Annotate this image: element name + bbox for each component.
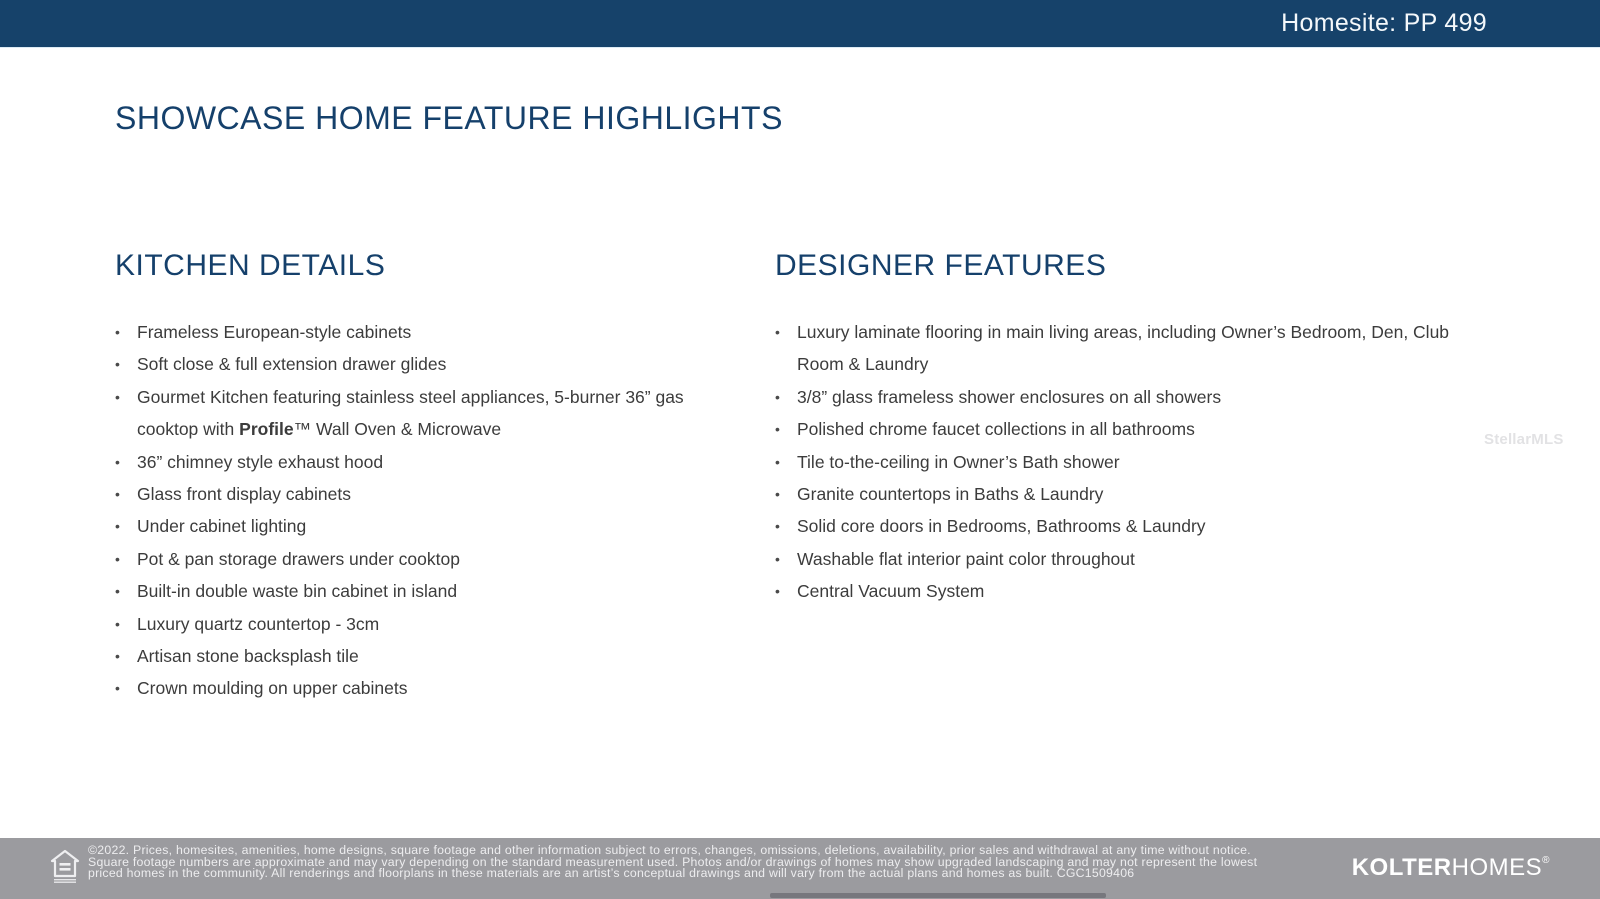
bullet-icon: • — [115, 648, 120, 665]
feature-list-item — [775, 446, 1475, 478]
feature-list-item — [115, 608, 745, 640]
bullet-icon: • — [115, 583, 120, 600]
bullet-icon: • — [775, 583, 780, 600]
disclaimer-line-2: Square footage numbers are approximate and may vary depending on the standard measurement used. Photos and/or drawings of homes may show upgraded landscaping and may not represent the lowest — [88, 854, 1258, 869]
feature-item-text: Polished chrome faucet collections in all bathrooms — [797, 419, 1195, 440]
top-header-bar — [0, 0, 1600, 48]
feature-list-item — [775, 510, 1475, 542]
bullet-icon: • — [115, 615, 120, 632]
feature-item-text: Crown moulding on upper cabinets — [137, 678, 408, 699]
registered-mark: ® — [1542, 855, 1550, 866]
feature-list-item — [115, 381, 745, 446]
feature-item-text: Granite countertops in Baths & Laundry — [797, 484, 1104, 505]
feature-item-text: Luxury quartz countertop - 3cm — [137, 613, 380, 634]
bullet-icon: • — [115, 680, 120, 697]
designer-features-column — [775, 249, 1475, 608]
feature-list-item — [115, 575, 745, 607]
feature-list-item — [775, 478, 1475, 510]
kolter-logo-light: HOMES — [1451, 854, 1543, 881]
feature-item-text: Solid core doors in Bedrooms, Bathrooms & Laundry — [797, 516, 1206, 537]
feature-list-item — [115, 446, 745, 478]
feature-item-text: Tile to-the-ceiling in Owner’s Bath shower — [797, 451, 1120, 472]
feature-list-item — [775, 543, 1475, 575]
designer-features-list — [775, 316, 1475, 608]
feature-list-item — [115, 316, 745, 348]
bullet-icon: • — [775, 486, 780, 503]
feature-list-item — [775, 316, 1475, 381]
footer-bar — [0, 838, 1600, 899]
bullet-icon: • — [115, 388, 120, 405]
feature-item-text: Washable flat interior paint color throughout — [797, 548, 1135, 569]
kitchen-details-column — [115, 249, 745, 705]
feature-item-text: 3/8” glass frameless shower enclosures on all showers — [797, 386, 1222, 407]
disclaimer-line-1: ©2022. Prices, homesites, amenities, home designs, square footage and other information subject to errors, changes, omissions, deletions, availability, prior sales and withdrawal at any time without notice. — [88, 843, 1251, 857]
feature-item-text: Artisan stone backsplash tile — [137, 646, 359, 667]
feature-item-text: Soft close & full extension drawer glides — [137, 354, 447, 375]
feature-list-item — [775, 381, 1475, 413]
bullet-icon: • — [115, 324, 120, 340]
bullet-icon: • — [775, 550, 780, 567]
feature-item-text: Frameless European-style cabinets — [137, 322, 412, 342]
kolter-homes-logo — [1352, 854, 1550, 882]
feature-item-text: Luxury laminate flooring in main living areas, including Owner’s Bedroom, Den, Club Room & Laundry — [797, 322, 1450, 375]
bullet-icon: • — [775, 421, 780, 438]
disclaimer-line-3: priced homes in the community. All renderings and floorplans in these materials are an artist’s conceptual drawings and will vary from the actual plans and homes as built. CGC1509406 — [88, 866, 1135, 881]
designer-features-heading: DESIGNER FEATURES — [775, 249, 1107, 282]
feature-item-text: Gourmet Kitchen featuring stainless steel appliances, 5-burner 36” gas cooktop with Profile™ Wall Oven & Microwave — [137, 386, 684, 440]
feature-list-item — [775, 413, 1475, 445]
equal-housing-opportunity-icon — [50, 849, 80, 885]
bullet-icon: • — [775, 518, 780, 535]
feature-item-text: Glass front display cabinets — [137, 484, 351, 505]
kolter-logo-bold: KOLTER — [1351, 854, 1452, 881]
stellar-mls-watermark: StellarMLS — [1484, 431, 1564, 448]
feature-list-item — [115, 348, 745, 380]
bullet-icon: • — [115, 550, 120, 567]
feature-item-text: 36” chimney style exhaust hood — [137, 451, 384, 472]
feature-item-text: Central Vacuum System — [797, 581, 985, 602]
feature-list-item — [775, 575, 1475, 607]
bullet-icon: • — [115, 453, 120, 470]
kitchen-details-heading: KITCHEN DETAILS — [115, 249, 386, 282]
feature-item-text: Pot & pan storage drawers under cooktop — [137, 548, 460, 569]
bullet-icon: • — [775, 388, 780, 405]
feature-list-item — [115, 640, 745, 672]
bullet-icon: • — [115, 518, 120, 535]
feature-item-text: Built-in double waste bin cabinet in island — [137, 581, 458, 602]
feature-item-text: Under cabinet lighting — [137, 516, 307, 537]
bottom-indicator-bar — [770, 893, 1106, 898]
kitchen-details-list — [115, 316, 745, 705]
feature-list-item — [115, 510, 745, 542]
bullet-icon: • — [775, 453, 780, 470]
homesite-label: Homesite: PP 499 — [1281, 9, 1487, 37]
bullet-icon: • — [115, 486, 120, 503]
feature-list-item — [115, 672, 745, 704]
feature-list-item — [115, 543, 745, 575]
feature-list-item — [115, 478, 745, 510]
bullet-icon: • — [775, 324, 780, 340]
bullet-icon: • — [115, 356, 120, 373]
footer-disclaimer — [88, 845, 1338, 880]
page-title: SHOWCASE HOME FEATURE HIGHLIGHTS — [115, 100, 783, 136]
